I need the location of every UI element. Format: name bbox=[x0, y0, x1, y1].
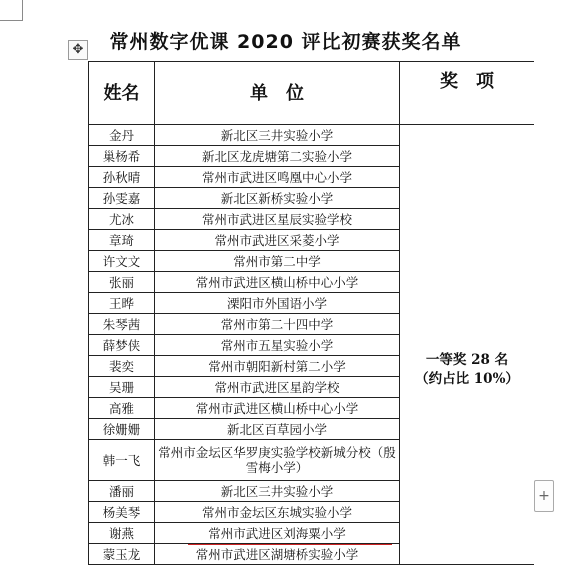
cell-unit: 溧阳市外国语小学 bbox=[155, 293, 400, 314]
cell-name: 潘丽 bbox=[89, 481, 155, 502]
award-table-container bbox=[88, 61, 534, 574]
cell-name: 谢燕 bbox=[89, 523, 155, 544]
spellcheck-underline bbox=[188, 544, 392, 545]
cell-unit: 常州市金坛区东城实验小学 bbox=[155, 502, 400, 523]
cell-unit: 新北区三井实验小学 bbox=[155, 481, 400, 502]
cell-unit: 常州市武进区横山桥中心小学 bbox=[155, 398, 400, 419]
cell-unit: 新北区百草园小学 bbox=[155, 419, 400, 440]
cell-unit: 常州市第二十四中学 bbox=[155, 314, 400, 335]
table-move-handle-icon[interactable]: ✥ bbox=[68, 40, 88, 60]
cell-name: 孙雯嘉 bbox=[89, 188, 155, 209]
cell-name: 裴奕 bbox=[89, 356, 155, 377]
header-prize: 奖 项 bbox=[400, 62, 535, 125]
cell-name: 巢杨希 bbox=[89, 146, 155, 167]
cell-name: 许文文 bbox=[89, 251, 155, 272]
cell-name: 杨美琴 bbox=[89, 502, 155, 523]
cell-name: 韩一飞 bbox=[89, 440, 155, 481]
cell-unit: 新北区龙虎塘第二实验小学 bbox=[155, 146, 400, 167]
cell-name: 薛梦侠 bbox=[89, 335, 155, 356]
cell-name: 王晔 bbox=[89, 293, 155, 314]
page-corner-mark bbox=[0, 0, 23, 21]
cell-unit: 常州市金坛区华罗庚实验学校新城分校（殷雪梅小学） bbox=[155, 440, 400, 481]
cell-unit: 常州市武进区星韵学校 bbox=[155, 377, 400, 398]
cell-unit: 常州市武进区横山桥中心小学 bbox=[155, 272, 400, 293]
prize-label: 一等奖 28 名 bbox=[425, 351, 509, 368]
cell-prize-group bbox=[400, 125, 535, 565]
cell-unit: 常州市第二中学 bbox=[155, 251, 400, 272]
table-header-row bbox=[89, 62, 535, 125]
add-row-button[interactable]: + bbox=[534, 480, 554, 512]
cell-unit: 常州市武进区星辰实验学校 bbox=[155, 209, 400, 230]
cell-name: 朱琴茜 bbox=[89, 314, 155, 335]
cell-unit: 常州市武进区鸣凰中心小学 bbox=[155, 167, 400, 188]
cell-unit: 常州市朝阳新村第二小学 bbox=[155, 356, 400, 377]
cell-name: 章琦 bbox=[89, 230, 155, 251]
cell-name: 吴珊 bbox=[89, 377, 155, 398]
award-table bbox=[88, 61, 534, 565]
cell-name: 高雅 bbox=[89, 398, 155, 419]
cell-name: 尤冰 bbox=[89, 209, 155, 230]
cell-name: 金丹 bbox=[89, 125, 155, 146]
header-name: 姓名 bbox=[89, 62, 155, 125]
cell-name: 张丽 bbox=[89, 272, 155, 293]
document-title: 常州数字优课 2020 评比初赛获奖名单 bbox=[109, 31, 462, 53]
prize-ratio: （约占比 10%） bbox=[415, 370, 519, 387]
cell-name: 蒙玉龙 bbox=[89, 544, 155, 565]
table-row bbox=[89, 125, 535, 146]
header-unit: 单 位 bbox=[155, 62, 400, 125]
cell-name: 孙秋晴 bbox=[89, 167, 155, 188]
cell-unit: 新北区新桥实验小学 bbox=[155, 188, 400, 209]
cell-unit: 常州市武进区刘海粟小学 bbox=[155, 523, 400, 544]
cell-unit: 新北区三井实验小学 bbox=[155, 125, 400, 146]
cell-unit: 常州市武进区采菱小学 bbox=[155, 230, 400, 251]
cell-name: 徐姗姗 bbox=[89, 419, 155, 440]
cell-unit: 常州市五星实验小学 bbox=[155, 335, 400, 356]
cell-unit: 常州市武进区湖塘桥实验小学 bbox=[155, 544, 400, 565]
